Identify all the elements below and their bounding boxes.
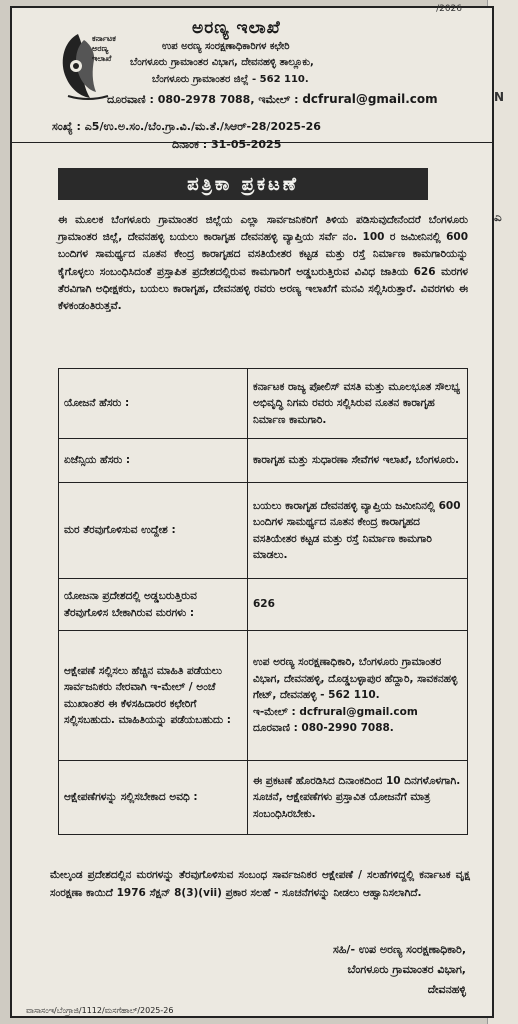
row-label: ಯೋಜನಾ ಪ್ರದೇಶದಲ್ಲಿ ಅಡ್ಡಬರುತ್ತಿರುವ ತೆರವುಗೊಳಿಸ ಬೇಕಾಗಿರುವ ಮರಗಳು : (59, 579, 248, 631)
notice-title: ಪತ್ರಿಕಾ ಪ್ರಕಟಣೆ (58, 168, 428, 200)
signature-line-1: ಸಹಿ/- ಉಪ ಅರಣ್ಯ ಸಂರಕ್ಷಣಾಧಿಕಾರಿ, (333, 943, 466, 956)
row-label: ಏಜೆನ್ಸಿಯ ಹೆಸರು : (59, 439, 248, 483)
contact-email: ಇ-ಮೇಲ್ : dcfrural@gmail.com (253, 705, 418, 718)
adjacent-page-letter-1: N (494, 90, 505, 104)
email-address: dcfrural@gmail.com (302, 92, 438, 106)
office-name: ಉಪ ಅರಣ್ಯ ಸಂರಕ್ಷಣಾಧಿಕಾರಿಗಳ ಕಛೇರಿ (162, 41, 290, 52)
details-table (58, 368, 468, 835)
top-number: /2026 (436, 4, 462, 14)
signature-line-2: ಬೆಂಗಳೂರು ಗ್ರಾಮಾಂತರ ವಿಭಾಗ, (347, 963, 466, 976)
table-row (59, 439, 468, 483)
address-line-2: ಬೆಂಗಳೂರು ಗ್ರಾಮಾಂತರ ಜಿಲ್ಲೆ - 562 110. (152, 74, 309, 85)
row-value: ಬಯಲು ಕಾರಾಗೃಹ ದೇವನಹಳ್ಳಿ ವ್ಯಾಪ್ತಿಯ ಜಮೀನಿನಲ್ಲಿ 600 ಬಂದಿಗಳ ಸಾಮರ್ಥ್ಯದ ನೂತನ ಕೇಂದ್ರ ಕಾರಾಗೃಹದ ವಸತಿಯೇತರ ಕಟ್ಟಡ ಮತ್ತು ರಸ್ತೆ ನಿರ್ಮಾಣ ಕಾಮಗಾರಿ ಮಾಡಲು. (248, 483, 468, 579)
row-value: ಕರ್ನಾಟಕ ರಾಜ್ಯ ಪೋಲಿಸ್ ವಸತಿ ಮತ್ತು ಮೂಲಭೂತ ಸೌಲಭ್ಯ ಅಭಿವೃದ್ಧಿ ನಿಗಮ ರವರು ಸಲ್ಲಿಸಿರುವ ನೂತನ ಕಾರಾಗೃಹ ನಿರ್ಮಾಣ ಕಾಮಗಾರಿ. (248, 369, 468, 439)
row-label: ಯೋಜನೆ ಹೆಸರು : (59, 369, 248, 439)
address-line-1: ಬೆಂಗಳೂರು ಗ್ರಾಮಾಂತರ ವಿಭಾಗ, ದೇವನಹಳ್ಳಿ ತಾಲ್ಲೂಕು, (130, 57, 314, 68)
department-name: ಅರಣ್ಯ ಇಲಾಖೆ (192, 18, 281, 38)
row-label: ಆಕ್ಷೇಪಣೆಗಳನ್ನು ಸಲ್ಲಿಸಬೇಕಾದ ಅವಧಿ : (59, 761, 248, 835)
table-row (59, 369, 468, 439)
footer-paragraph: ಮೇಲ್ಕಂಡ ಪ್ರದೇಶದಲ್ಲಿನ ಮರಗಳನ್ನು ತೆರವುಗೊಳಿಸುವ ಸಂಬಂಧ ಸಾರ್ವಜನಿಕರ ಆಕ್ಷೇಪಣೆ / ಸಲಹೆಗಳಿದ್ದಲ್ಲಿ ಕರ್ನಾಟಕ ವೃಕ್ಷ ಸಂರಕ್ಷಣಾ ಕಾಯಿದೆ 1976 ಸೆಕ್ಷನ್ 8(3)(vii) ಪ್ರಕಾರ ಸಲಹೆ - ಸೂಚನೆಗಳನ್ನು ನೀಡಲು ಆಹ್ವಾನಿಸಲಾಗಿದೆ. (50, 869, 470, 899)
table-row (59, 579, 468, 631)
row-label: ಮರ ತೆರವುಗೊಳಿಸುವ ಉದ್ದೇಶ : (59, 483, 248, 579)
row-value: ಈ ಪ್ರಕಟಣೆ ಹೊರಡಿಸಿದ ದಿನಾಂಕದಿಂದ 10 ದಿನಗಳೊಳಗಾಗಿ. ಸೂಚನೆ, ಆಕ್ಷೇಪಣೆಗಳು ಪ್ರಸ್ತಾವಿತ ಯೋಜನೆಗೆ ಮಾತ್ರ ಸಂಬಂಧಿಸಿರಬೇಕು. (248, 761, 468, 835)
signature-block (244, 940, 466, 1000)
table-row (59, 483, 468, 579)
phone-label: ದೂರವಾಣಿ : 080-2978 7088, ಇಮೇಲ್ : (107, 93, 299, 106)
table-row (59, 761, 468, 835)
row-value: 626 (248, 579, 468, 631)
intro-paragraph: ಈ ಮೂಲಕ ಬೆಂಗಳೂರು ಗ್ರಾಮಾಂತರ ಜಿಲ್ಲೆಯ ಎಲ್ಲಾ ಸಾರ್ವಜನಿಕರಿಗೆ ತಿಳಿಯ ಪಡಿಸುವುದೇನೆಂದರೆ ಬೆಂಗಳೂರು ಗ್ರಾಮಾಂತರ ಜಿಲ್ಲೆ, ದೇವನಹಳ್ಳಿ ಬಯಲು ಕಾರಾಗೃಹ ದೇವನಹಳ್ಳಿ ವ್ಯಾಪ್ತಿಯ ಸರ್ವೆ ನಂ. 100 ರ ಜಮೀನಿನಲ್ಲಿ 600 ಬಂದಿಗಳ ಸಾಮರ್ಥ್ಯದ ನೂತನ ಕೇಂದ್ರ ಕಾರಾಗೃಹದ ವಸತಿಯೇತರ ಕಟ್ಟಡ ಮತ್ತು ರಸ್ತೆ ನಿರ್ಮಾಣ ಕಾಮಗಾರಿಯನ್ನು ಕೈಗೊಳ್ಳಲು ಸಂಬಂಧಿಸಿದಂತೆ ಪ್ರಸ್ತಾಪಿತ ಪ್ರದೇಶದಲ್ಲಿರುವ ಕಾಮಗಾರಿಗೆ ಅಡ್ಡಬರುತ್ತಿರುವ ವಿವಿಧ ಜಾತಿಯ 626 ಮರಗಳ ತೆರವಿಗಾಗಿ ಅಧೀಕ್ಷಕರು, ಬಯಲು ಕಾರಾಗೃಹ, ದೇವನಹಳ್ಳಿ ರವರು ಅರಣ್ಯ ಇಲಾಖೆಗೆ ಮನವಿ ಸಲ್ಲಿಸಿರುತ್ತಾರೆ. ವಿವರಗಳು ಈ ಕೆಳಕಂಡಂತಿರುತ್ತವೆ. (58, 214, 468, 313)
contact-line (107, 92, 438, 107)
notice-date: ದಿನಾಂಕ : 31-05-2025 (172, 138, 282, 151)
emblem-caption (92, 34, 116, 64)
adjacent-page-letter-2: ಎ (494, 210, 502, 224)
reference-number: ಸಂಖ್ಯೆ : ಎ5/ಉ.ಅ.ಸಂ./ಬೆಂ.ಗ್ರಾ.ವಿ./ಮ.ತೆ./ಸಿಆರ್-28/2025-26 (52, 120, 321, 133)
row-value: ಕಾರಾಗೃಹ ಮತ್ತು ಸುಧಾರಣಾ ಸೇವೆಗಳ ಇಲಾಖೆ, ಬೆಂಗಳೂರು. (248, 439, 468, 483)
emblem-line-2: ಅರಣ್ಯ (92, 44, 109, 53)
press-notice (10, 6, 494, 1018)
row-value (248, 631, 468, 761)
row-label: ಆಕ್ಷೇಪಣೆ ಸಲ್ಲಿಸಲು ಹೆಚ್ಚಿನ ಮಾಹಿತಿ ಪಡೆಯಲು ಸಾರ್ವಜನಿಕರು ನೇರವಾಗಿ ಇ-ಮೇಲ್ / ಅಂಚೆ ಮುಖಾಂತರ ಈ ಕೆಳಸಹಿದಾರರ ಕಛೇರಿಗೆ ಸಲ್ಲಿಸಬಹುದು. ಮಾಹಿತಿಯನ್ನು ಪಡೆಯಬಹುದು : (59, 631, 248, 761)
publication-code: ವಾಸಾಸಂಇ/ಬೆಂಗ್ರಾಜಿ/1112/ಮಸಗೆಹಾಲ್/2025-26 (26, 1006, 174, 1015)
table-row (59, 631, 468, 761)
contact-phone: ದೂರವಾಣಿ : 080-2990 7088. (253, 722, 394, 735)
emblem-line-1: ಕರ್ನಾಟಕ (92, 34, 116, 43)
signature-line-3: ದೇವನಹಳ್ಳಿ (427, 983, 466, 996)
contact-address: ಉಪ ಅರಣ್ಯ ಸಂರಕ್ಷಣಾಧಿಕಾರಿ, ಬೆಂಗಳೂರು ಗ್ರಾಮಾಂತರ ವಿಭಾಗ, ದೇವನಹಳ್ಳಿ, ದೊಡ್ಡಬಳ್ಳಾಪುರ ಹೆದ್ದಾರಿ, ಸಾವಕನಹಳ್ಳಿ ಗೇಟ್, ದೇವನಹಳ್ಳಿ - 562 110. (253, 656, 458, 702)
emblem-line-3: ಇಲಾಖೆ (92, 54, 112, 63)
